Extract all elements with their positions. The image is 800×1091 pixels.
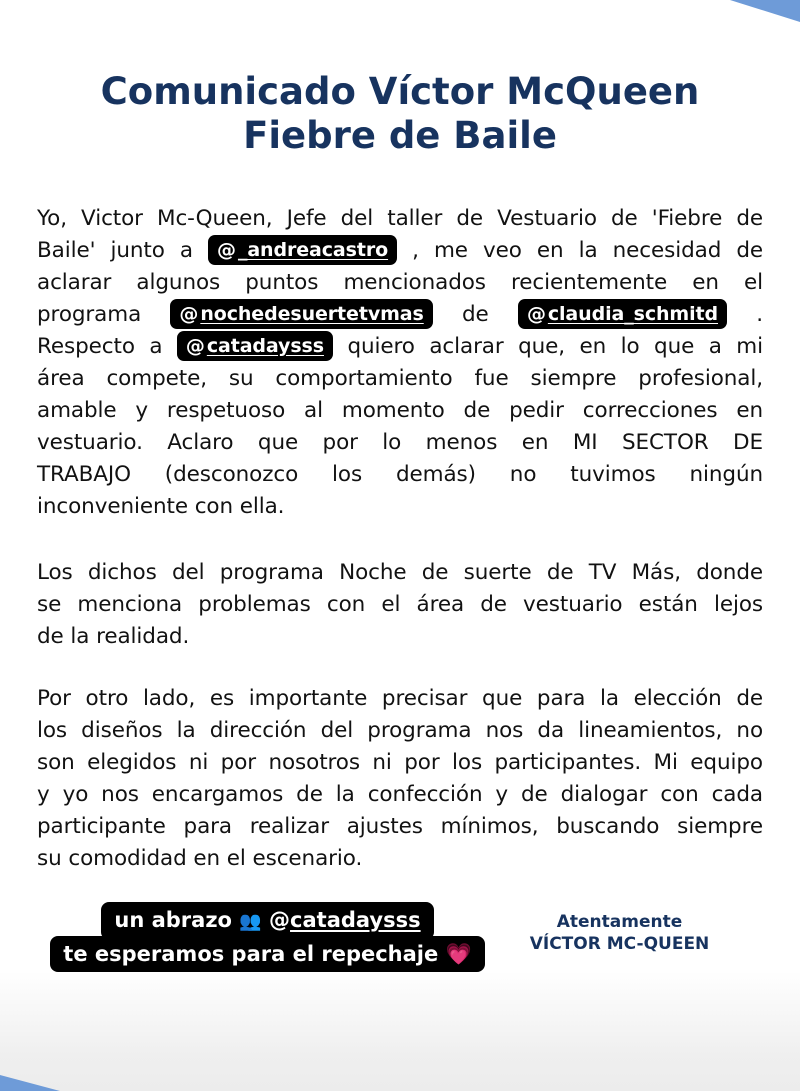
text-line: TRABAJO (desconozco los demás) no tuvimos ningún: [37, 462, 763, 487]
text-line: participante para realizar ajustes mínimos, buscando siempre: [37, 814, 763, 839]
text-line: se menciona problemas con el área de vestuario están lejos: [37, 592, 763, 617]
paragraph-statement: [37, 203, 763, 523]
paragraph-design-selection: [37, 683, 763, 875]
threads-icon: @: [526, 303, 546, 325]
title-line-2: Fiebre de Baile: [243, 114, 557, 157]
text-line: aclarar algunos puntos mencionados recientemente en el: [37, 270, 763, 295]
text-line: su comodidad en el escenario.: [37, 846, 363, 871]
text-fragment: quiero aclarar que, en lo que a mi: [347, 334, 763, 359]
threads-icon: @: [179, 303, 199, 325]
mention-tag-claudia-schmitd[interactable]: [518, 299, 727, 329]
text-fragment: .: [756, 302, 764, 327]
mention-handle: catadaysss: [206, 335, 324, 357]
mention-handle: _andreacastro: [237, 239, 389, 261]
paragraph-program-claims: [37, 557, 763, 653]
text-line: son elegidos ni por nosotros ni por los participantes. Mi equipo: [37, 750, 763, 775]
text-fragment: Baile' junto a: [37, 238, 193, 263]
mention-handle: claudia_schmitd: [547, 303, 719, 325]
page-title: [0, 70, 800, 158]
text-line: los diseños la dirección del programa nos da lineamientos, no: [37, 718, 763, 743]
signature-block: [512, 911, 727, 955]
story-text-sticker[interactable]: [40, 902, 495, 972]
sticker-line-1: [101, 902, 433, 940]
text-fragment: programa: [37, 302, 142, 327]
text-line: Por otro lado, es importante precisar que para la elección de: [37, 686, 763, 711]
threads-icon: @: [217, 239, 236, 261]
couple-emoji-icon: 👥: [239, 911, 262, 932]
text-fragment: Respecto a: [37, 334, 163, 359]
text-line: de la realidad.: [37, 624, 190, 649]
text-line: [37, 331, 763, 363]
text-fragment: , me veo en la necesidad de: [412, 238, 764, 263]
sticker-text: un abrazo: [114, 908, 232, 932]
text-line: y yo nos encargamos de la confección y de dialogar con cada: [37, 782, 763, 807]
mention-handle: nochedesuertetvmas: [200, 303, 424, 325]
text-line: inconveniente con ella.: [37, 494, 285, 519]
mention-tag-nochedesuertetvmas[interactable]: [170, 299, 432, 329]
corner-decoration-bottom-left: [0, 1075, 60, 1091]
text-fragment: de: [462, 302, 489, 327]
text-line: Yo, Victor Mc-Queen, Jefe del taller de Vestuario de 'Fiebre de: [37, 206, 763, 231]
signature-closing: Atentamente: [556, 912, 683, 932]
sticker-line-2: [50, 936, 484, 972]
sticker-text: te esperamos para el repechaje: [63, 942, 439, 966]
text-line: [37, 235, 763, 267]
text-line: área compete, su comportamiento fue siempre profesional,: [37, 366, 763, 391]
corner-decoration-top-right: [730, 0, 800, 22]
mention-tag-catadaysss[interactable]: [177, 331, 333, 361]
sticker-mention-catadaysss[interactable]: catadaysss: [290, 908, 421, 932]
bottom-fade: [0, 971, 800, 1091]
text-line: Los dichos del programa Noche de suerte de TV Más, donde: [37, 560, 763, 585]
pink-heart-icon: 💗: [445, 942, 472, 966]
signature-name: VÍCTOR MC-QUEEN: [529, 934, 710, 954]
title-line-1: Comunicado Víctor McQueen: [100, 70, 700, 113]
text-line: vestuario. Aclaro que por lo menos en MI SECTOR DE: [37, 430, 763, 455]
text-line: [37, 299, 763, 331]
text-line: amable y respetuoso al momento de pedir correcciones en: [37, 398, 763, 423]
threads-icon: @: [185, 335, 205, 357]
mention-tag-andreacastro[interactable]: [208, 235, 397, 265]
threads-icon: @: [269, 908, 291, 932]
